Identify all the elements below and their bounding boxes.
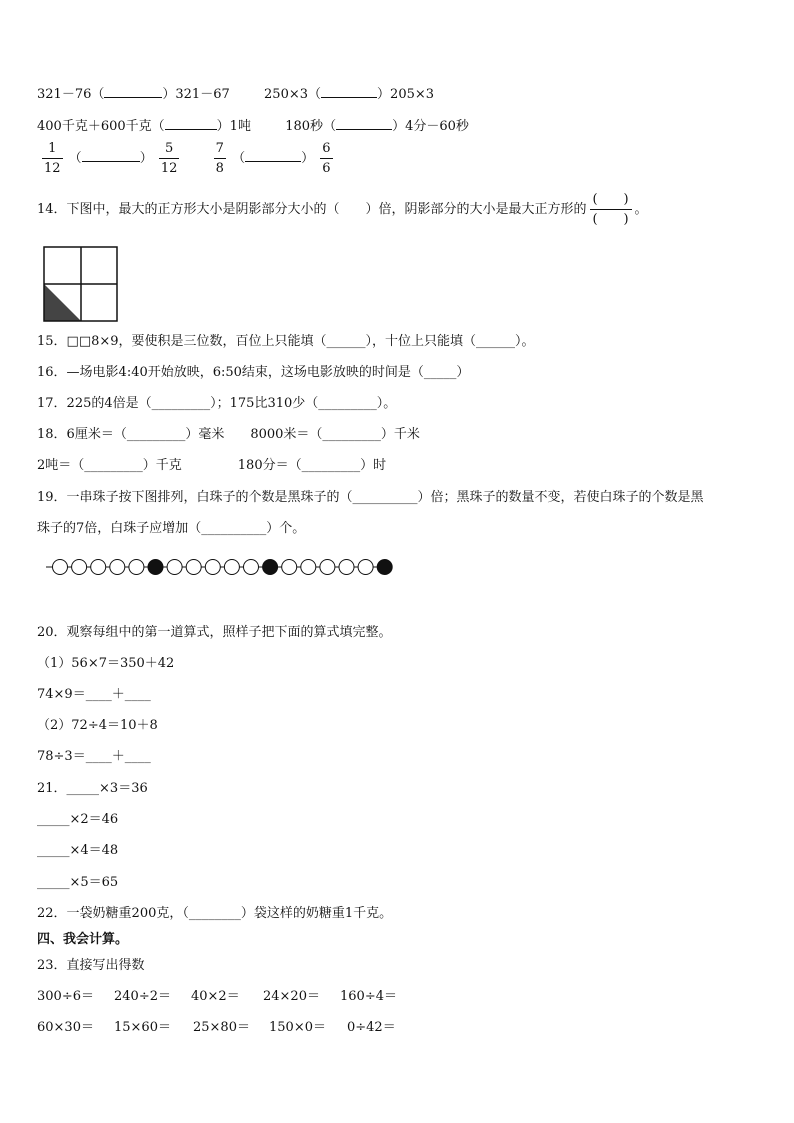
question-20-problem-2[interactable]: 78÷3＝____＋____	[37, 749, 151, 764]
white-bead	[205, 560, 220, 575]
shaded-triangle	[44, 284, 81, 321]
calc-item[interactable]: 160÷4＝	[340, 989, 397, 1004]
calc-item[interactable]: 15×60＝	[114, 1020, 171, 1035]
fraction: $\frac{7}{8}$	[215, 141, 224, 176]
expr: 321－76	[37, 87, 92, 102]
question-20-example-2: （2）72÷4＝10＋8	[37, 718, 158, 733]
square-diagram	[43, 246, 119, 323]
question-14	[37, 190, 648, 230]
fraction: $\frac{5}{12}$	[160, 141, 178, 176]
question-23-title: 23．直接写出得数	[37, 958, 145, 973]
black-bead	[148, 560, 163, 575]
answer-blank[interactable]	[165, 116, 217, 130]
question-20-title: 20．观察每组中的第一道算式，照样子把下面的算式填完整。	[37, 625, 392, 640]
answer-blank[interactable]	[104, 84, 162, 98]
calc-row-2	[37, 1020, 396, 1036]
expr: 205×3	[390, 87, 435, 102]
calc-item[interactable]: 24×20＝	[263, 989, 320, 1004]
question-18-row-1	[37, 427, 420, 443]
expr: 400千克＋600千克	[37, 119, 152, 134]
question-21-c[interactable]: _____×4＝48	[37, 843, 119, 858]
section-4-title: 四、我会计算。	[37, 932, 129, 947]
beads-diagram	[46, 558, 396, 576]
question-19-line-1: 19．一串珠子按下图排列，白珠子的个数是黑珠子的（__________）倍；黑珠子的数量不变，若使白珠子的个数是黑	[37, 490, 704, 505]
white-bead	[91, 560, 106, 575]
compare-row-1: 321－76（ ）321－67 250×3（ ）205×3	[37, 84, 434, 103]
white-bead	[282, 560, 297, 575]
item: 180分＝（_________）时	[237, 458, 387, 473]
calc-item[interactable]: 25×80＝	[193, 1020, 250, 1035]
question-18-row-2	[37, 458, 386, 474]
expr: 4分－60秒	[405, 119, 469, 134]
item: 8000米＝（_________）千米	[250, 427, 420, 442]
item: 2吨＝（_________）千克	[37, 458, 182, 473]
white-bead	[301, 560, 316, 575]
item: 18．6厘米＝（_________）毫米	[37, 427, 225, 442]
white-bead	[110, 560, 125, 575]
answer-blank[interactable]	[321, 84, 377, 98]
answer-blank[interactable]	[82, 148, 140, 162]
question-15: 15．□□8×9，要使积是三位数，百位上只能填（______），十位上只能填（______）。	[37, 334, 535, 349]
calc-item[interactable]: 0÷42＝	[347, 1020, 396, 1035]
expr: 180秒	[285, 119, 324, 134]
fraction: $\frac{6}{6}$	[322, 141, 331, 176]
question-22: 22．一袋奶糖重200克，（________）袋这样的奶糖重1千克。	[37, 906, 393, 921]
bead-string	[46, 558, 396, 576]
question-text: 14．下图中，最大的正方形大小是阴影部分大小的（ ）倍，阴影部分的大小是最大正方形的	[37, 202, 587, 217]
square-figure	[43, 246, 117, 321]
white-bead	[358, 560, 373, 575]
question-21-d[interactable]: _____×5＝65	[37, 875, 119, 890]
white-bead	[339, 560, 354, 575]
white-bead	[244, 560, 259, 575]
question-20-problem-1[interactable]: 74×9＝____＋____	[37, 687, 151, 702]
calc-item[interactable]: 150×0＝	[269, 1020, 326, 1035]
expr: 250×3	[264, 87, 309, 102]
expr: 321－67	[175, 87, 230, 102]
question-21-b[interactable]: _____×2＝46	[37, 812, 119, 827]
calc-item[interactable]: 60×30＝	[37, 1020, 94, 1035]
question-19-line-2: 珠子的7倍，白珠子应增加（__________）个。	[37, 521, 306, 536]
white-bead	[53, 560, 68, 575]
black-bead	[377, 560, 392, 575]
question-20-example-1: （1）56×7＝350＋42	[37, 656, 175, 671]
black-bead	[263, 560, 278, 575]
white-bead	[224, 560, 239, 575]
compare-row-3: $\frac{1}{12}$ （ ） $\frac{5}{12}$ $\frac{7}{8}$ （ ） $\frac{6}{6}$	[44, 141, 331, 176]
expr: 1吨	[229, 119, 251, 134]
punct: 。	[634, 202, 648, 217]
calc-item[interactable]: 40×2＝	[191, 989, 240, 1004]
answer-blank[interactable]	[245, 148, 301, 162]
calc-row-1	[37, 989, 397, 1005]
calc-item[interactable]: 240÷2＝	[114, 989, 171, 1004]
white-bead	[129, 560, 144, 575]
white-bead	[186, 560, 201, 575]
white-bead	[167, 560, 182, 575]
calc-item[interactable]: 300÷6＝	[37, 989, 94, 1004]
fraction: $\frac{1}{12}$	[44, 141, 61, 176]
question-16: 16．—场电影4:40开始放映，6:50结束，这场电影放映的时间是（_____）	[37, 365, 470, 380]
white-bead	[320, 560, 335, 575]
compare-row-2: 400千克＋600千克（ ）1吨 180秒（ ）4分－60秒	[37, 116, 469, 135]
question-17: 17．225的4倍是（_________）；175比310少（_________）。	[37, 396, 397, 411]
answer-blank[interactable]	[336, 116, 392, 130]
question-21-a[interactable]: 21．_____×3＝36	[37, 781, 148, 796]
white-bead	[72, 560, 87, 575]
fraction-answer[interactable]: $\frac{( )}{( )}$	[590, 192, 632, 227]
